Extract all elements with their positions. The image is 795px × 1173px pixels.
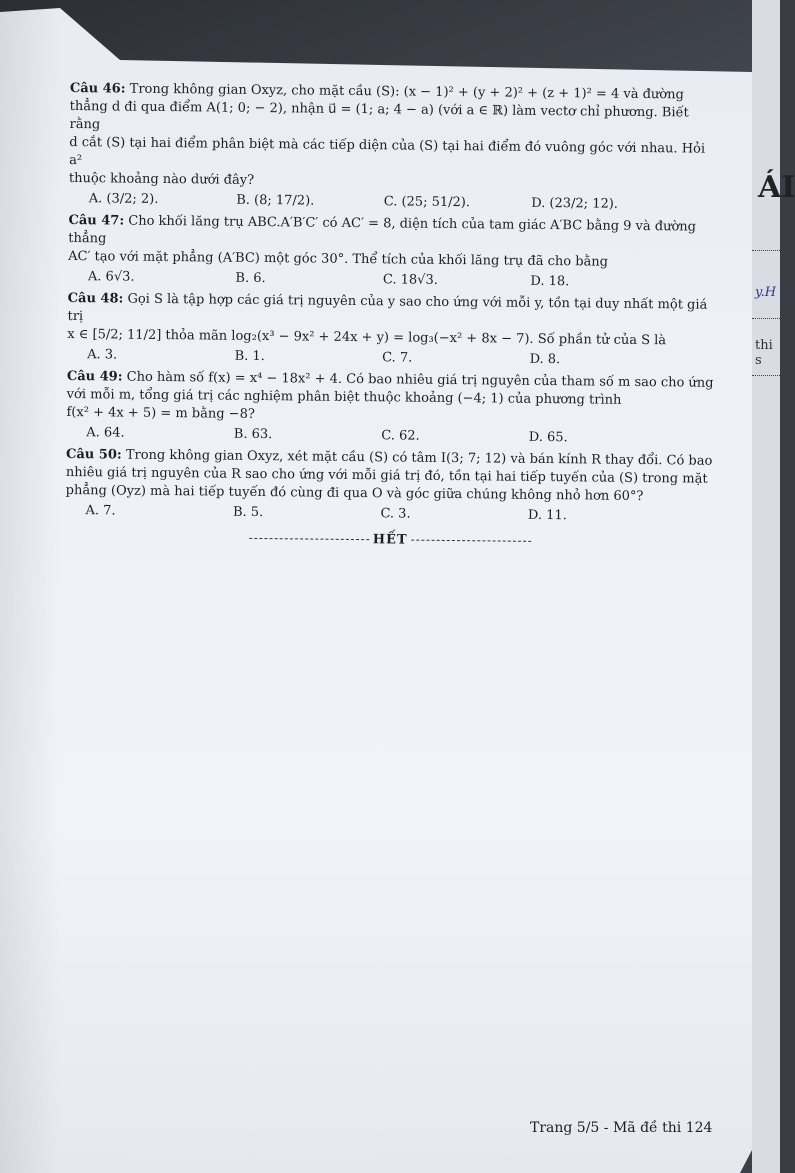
answer-option: A. 3. (87, 347, 118, 363)
answer-option: D. 18. (530, 273, 570, 290)
answer-option: C. 7. (382, 350, 413, 366)
answer-option: A. 7. (85, 503, 116, 519)
question-text: Gọi S là tập hợp các giá trị nguyên của y sao cho ứng với mỗi y, tồn tại duy nhất một giá trị (67, 291, 708, 325)
page-footer: Trang 5/5 - Mã đề thi 124 (530, 1120, 713, 1136)
page-shadow (0, 0, 60, 1173)
answer-option: D. 65. (528, 429, 568, 446)
question-text: Cho khối lăng trụ ABC.A′B′C′ có AC′ = 8, diện tích của tam giác A′BC bằng 9 và đường thẳng (68, 213, 697, 247)
answer-option: D. 11. (527, 507, 567, 524)
answer-option: B. 5. (232, 504, 264, 521)
question-text: d cắt (S) tại hai điểm phân biệt mà các tiếp diện của (S) tại hai điểm đó vuông góc với nhau. Hỏi a² (69, 134, 706, 169)
question-text: Trong không gian Oxyz, xét mặt cầu (S) có tâm I(3; 7; 12) và bán kính R thay đổi. Có bao (125, 447, 713, 469)
answer-option: A. 64. (86, 425, 125, 441)
adjacent-sheet-rule (752, 318, 780, 319)
adjacent-sheet-heading: ÁI (758, 170, 795, 205)
question-number: Câu 48: (67, 290, 124, 307)
question-text: f(x² + 4x + 5) = m bằng −8? (66, 404, 255, 422)
question-number: Câu 49: (66, 368, 123, 385)
answer-option: C. 62. (381, 428, 420, 444)
question (67, 290, 718, 371)
end-label: HẾT (372, 532, 408, 548)
question-number: Câu 46: (69, 80, 126, 97)
question-text: thẳng d đi qua điểm A(1; 0; − 2), nhận u⃗ = (1; a; 4 − a) (với a ∈ ℝ) làm vectơ chỉ phương. Biết rằng (69, 98, 689, 133)
exam-content (65, 80, 720, 553)
question-text: nhiêu giá trị nguyên của R sao cho ứng với mỗi giá trị đó, tồn tại hai tiếp tuyến của (S) trong mặt (65, 464, 708, 487)
adjacent-sheet-text: thi s (755, 338, 773, 368)
answer-option: B. 1. (234, 348, 265, 365)
adjacent-sheet-rule (752, 375, 780, 376)
answer-option: A. 6√3. (87, 269, 135, 285)
question (66, 368, 717, 449)
answer-option: C. (25; 51/2). (383, 194, 471, 211)
answer-option: A. (3/2; 2). (88, 191, 159, 207)
answer-option: C. 18√3. (382, 272, 438, 288)
answer-option: D. (23/2; 12). (531, 195, 619, 212)
question (69, 80, 720, 215)
answer-option: B. (8; 17/2). (236, 192, 315, 209)
question-number: Câu 50: (65, 446, 122, 463)
answer-option: B. 63. (233, 426, 273, 443)
question-number: Câu 47: (68, 212, 125, 229)
question-text: Cho hàm số f(x) = x⁴ − 18x² + 4. Có bao nhiêu giá trị nguyên của tham số m sao cho ứng (126, 369, 714, 391)
question-text: Trong không gian Oxyz, cho mặt cầu (S): (x − 1)² + (y + 2)² + (z + 1)² = 4 và đường (129, 81, 684, 103)
question-text: phẳng (Oyz) mà hai tiếp tuyến đó cùng đi qua O và góc giữa chúng không nhỏ hơn 60°? (65, 482, 644, 505)
answer-option: D. 8. (529, 351, 561, 368)
question (65, 446, 716, 527)
answer-option: C. 3. (380, 506, 411, 522)
adjacent-sheet-handwriting: y.H (755, 285, 777, 300)
question-text: thuộc khoảng nào dưới đây? (68, 170, 255, 188)
question (68, 212, 719, 293)
question-text: AC′ tạo với mặt phẳng (A′BC) một góc 30°. Thể tích của khối lăng trụ đã cho bằng (68, 248, 609, 270)
answer-option: B. 6. (235, 270, 266, 287)
question-text: x ∈ [5/2; 11/2] thỏa mãn log₂(x³ − 9x² + 24x + y) = log₃(−x² + 8x − 7). Số phần tử của S là (67, 326, 667, 349)
question-text: với mỗi m, tổng giá trị các nghiệm phân biệt thuộc khoảng (−4; 1) của phương trình (66, 386, 622, 408)
question-list (65, 80, 720, 527)
adjacent-sheet-rule (752, 250, 780, 251)
